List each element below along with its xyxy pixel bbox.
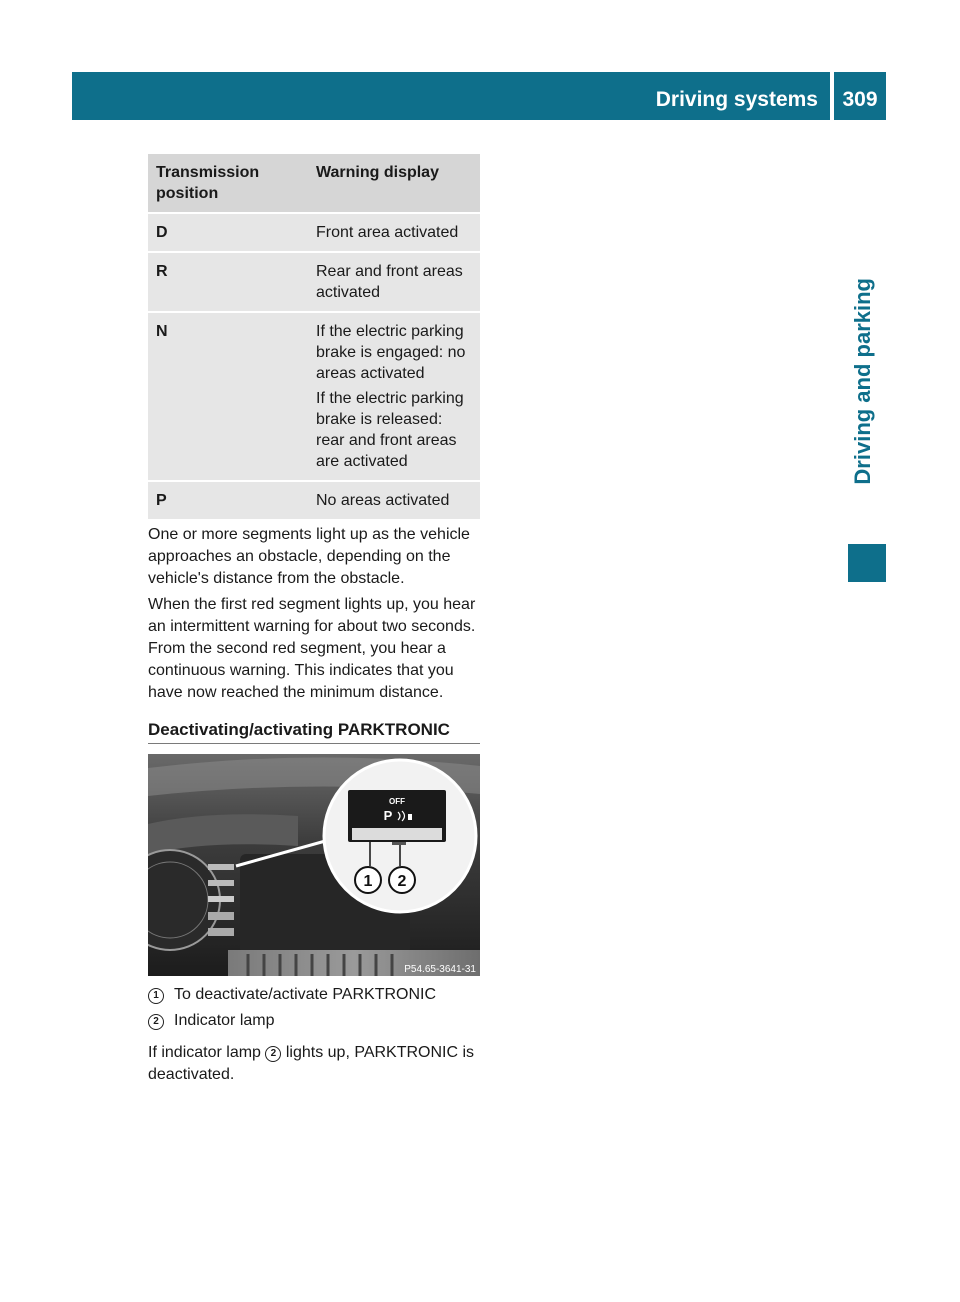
callout-number: 1 [148,988,164,1004]
cell-text: If the electric parking brake is released: rear and front areas are activated [316,390,464,470]
cell-display [308,481,480,520]
warning-display-table [148,154,480,521]
header-title: Driving systems [655,88,818,111]
cell-text: Front area activated [316,224,459,241]
note-text: If indicator lamp [148,1044,261,1061]
cell-text: No areas activated [316,492,450,509]
section-title: Deactivating/activating PARKTRONIC [148,720,480,744]
paragraph-warning: When the first red segment lights up, you hear an intermittent warning for about two seconds. From the second red segment, you hear a continuous warning. This indicates that you have now reached the minimum distance. [148,596,476,701]
cell-position: R [148,252,308,312]
table-header-row [148,154,480,213]
callout-number: 2 [148,1014,164,1030]
legend-item-2 [148,1010,482,1032]
column-header-warning: Warning display [308,154,480,213]
side-tab-label: Driving and parking [850,278,875,485]
page-number: 309 [842,88,878,111]
cell-display [308,213,480,252]
parktronic-symbol-icon: P [383,808,393,823]
legend-text: To deactivate/activate PARKTRONIC [174,986,437,1003]
column-header-transmission: Transmission position [148,154,308,213]
parktronic-switch-small [208,896,234,902]
table-row [148,312,480,481]
note-text: lights up, PARKTRONIC is deactivated. [148,1044,475,1083]
table-row [148,252,480,312]
side-tab-block [848,544,886,582]
cell-display [308,252,480,312]
table-row [148,213,480,252]
switch-row [208,864,234,870]
dashboard-figure [148,754,480,976]
legend-item-1 [148,984,482,1006]
table-row [148,481,480,520]
switch-row [208,928,234,936]
callout-number: 2 [397,873,407,890]
cell-position: P [148,481,308,520]
button-face [352,828,442,840]
cell-display [308,312,480,481]
cell-position: N [148,312,308,481]
side-tab [848,278,886,538]
callout-number: 1 [363,873,373,890]
legend-text: Indicator lamp [174,1012,275,1029]
cell-text: If the electric parking brake is engaged: no areas activated [316,323,466,382]
figure-code: P54.65-3641-31 [404,964,476,975]
switch-row [208,912,234,920]
callout-number: 2 [265,1046,281,1062]
indicator-note [148,1042,482,1086]
button-off-label: OFF [389,797,405,806]
indicator-lamp [392,842,406,845]
cell-text: Rear and front areas activated [316,263,463,301]
paragraph-segments: One or more segments light up as the vehicle approaches an obstacle, depending on the vehicle's distance from the obstacle. [148,526,470,587]
cell-position: D [148,213,308,252]
parktronic-car-icon [408,814,412,820]
switch-row [208,880,234,886]
